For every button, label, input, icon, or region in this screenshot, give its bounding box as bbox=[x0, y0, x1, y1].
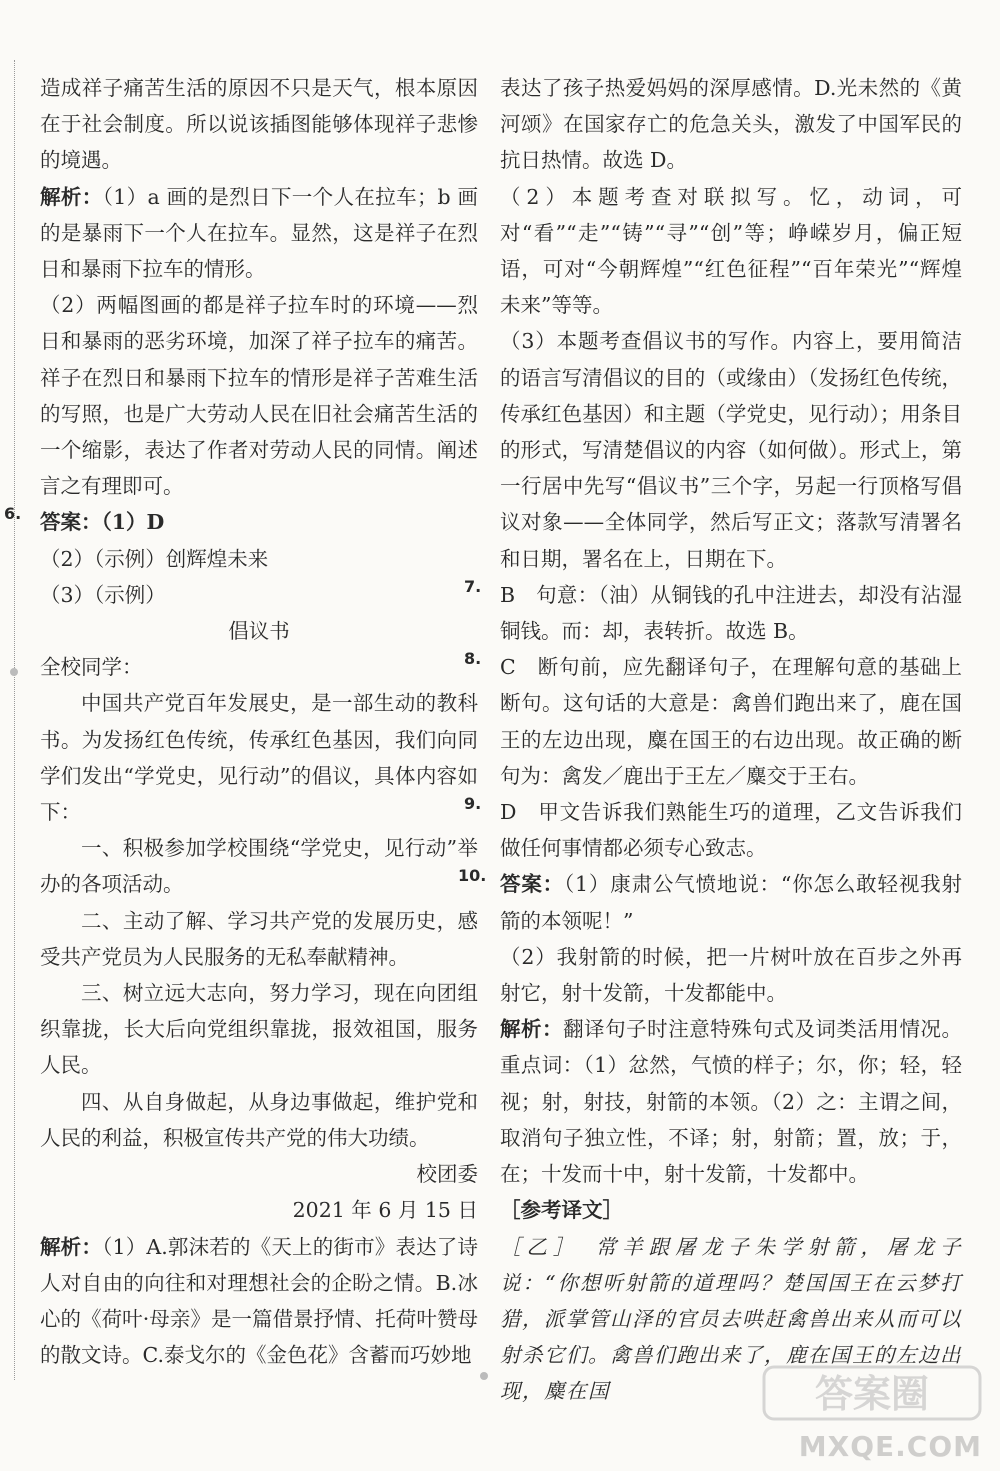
binding-dot bbox=[10, 668, 18, 676]
question-text: D 甲文告诉我们熟能生巧的道理，乙文告诉我们做任何事情都必须专心致志。 bbox=[500, 800, 962, 861]
question-8 bbox=[464, 649, 962, 794]
letter-paragraph: 中国共产党百年发展史，是一部生动的教科书。为发扬红色传统，传承红色基因，我们向同学们发出“学党史，见行动”的倡议，具体内容如下： bbox=[40, 691, 478, 825]
answer-line: （2）（示例）创辉煌未来 bbox=[40, 546, 269, 571]
analysis-text: （1）A.郭沫若的《天上的街市》表达了诗人对自由的向往和对理想社会的企盼之情。B.冰心的《荷叶·母亲》是一篇借景抒情、托荷叶赞母的散文诗。C.泰戈尔的《金色花》含蓄而巧妙地 bbox=[40, 1234, 478, 1368]
left-margin-rule bbox=[14, 60, 15, 1380]
question-7 bbox=[464, 576, 962, 649]
reference-translation-text: ［乙］ 常羊跟屠龙子朱学射箭，屠龙子说：“你想听射箭的道理吗？楚国国王在云梦打猎，派掌管山泽的官员去哄赶禽兽出来从而可以射杀它们。禽兽们跑出来了，鹿在国王的左边出现，麋在国 bbox=[500, 1234, 962, 1404]
question-number: 10. bbox=[458, 866, 487, 886]
letter-paragraph: 一、积极参加学校围绕“学党史，见行动”举办的各项活动。 bbox=[40, 836, 478, 897]
question-number: 8. bbox=[464, 649, 482, 669]
question-6 bbox=[4, 504, 478, 540]
answer-line bbox=[40, 504, 478, 540]
answer-line bbox=[500, 866, 962, 938]
answer-line: （2）我射箭的时候，把一片树叶放在百步之外再射它，射十发箭，十发都能中。 bbox=[500, 944, 962, 1006]
analysis-label: 解析： bbox=[40, 1234, 103, 1259]
question-10 bbox=[458, 866, 962, 938]
letter-signature: 校团委 bbox=[416, 1162, 478, 1187]
letter-salutation: 全校同学： bbox=[40, 655, 143, 680]
question-text: B 句意：（油）从铜钱的孔中注进去，却没有沾湿铜钱。而：却，表转折。故选 B。 bbox=[500, 582, 962, 644]
question-number: 6. bbox=[4, 504, 22, 524]
question-number: 7. bbox=[464, 576, 482, 596]
binding-dot bbox=[480, 1372, 488, 1380]
left-column bbox=[4, 70, 479, 1373]
watermark-url: MXQE.COM bbox=[798, 1430, 982, 1463]
right-column bbox=[458, 70, 963, 1410]
letter-date: 2021 年 6 月 15 日 bbox=[292, 1198, 478, 1223]
analysis-text: （1）a 画的是烈日下一个人在拉车；b 画的是暴雨下一个人在拉车。显然，这是祥子在烈日和暴雨下拉车的情形。 bbox=[40, 184, 479, 282]
analysis-text: 翻译句子时注意特殊句式及词类活用情况。重点词：（1）忿然，气愤的样子；尔，你；轻，轻视；射，射技，射箭的本领。（2）之：主谓之间，取消句子独立性，不译；射，射箭；置，放；于，在；十发而十中，射十发箭，十发都中。 bbox=[500, 1017, 963, 1187]
letter-paragraph: 二、主动了解、学习共产党的发展历史，感受共产党员为人民服务的无私奉献精神。 bbox=[40, 908, 478, 969]
analysis-paragraph bbox=[40, 179, 478, 288]
watermark bbox=[752, 1363, 982, 1463]
text-paragraph: （2）两幅图画的都是祥子拉车时的环境——烈日和暴雨的恶劣环境，加深了祥子拉车的痛苦。祥子在烈日和暴雨下拉车的情形是祥子苦难生活的写照，也是广大劳动人民在旧社会痛苦生活的一个缩影，表达了作者对劳动人民的同情。阐述言之有理即可。 bbox=[40, 293, 478, 499]
answer-line: （3）（示例） bbox=[40, 582, 166, 607]
text-paragraph: （3）本题考查倡议书的写作。内容上，要用简洁的语言写清倡议的目的（或缘由）（发扬红色传统，传承红色基因）和主题（学党史，见行动）；用条目的形式，写清楚倡议的内容（如何做）。形式上，第一行居中先写“倡议书”三个字，另起一行顶格写倡议对象——全体同学，然后写正文；落款写清署名和日期，署名在上，日期在下。 bbox=[500, 329, 962, 571]
answer-label: 答案： bbox=[40, 510, 102, 535]
text-paragraph: 表达了孩子热爱妈妈的深厚感情。D.光未然的《黄河颂》在国家存亡的危急关头，激发了中国军民的抗日热情。故选 D。 bbox=[500, 76, 962, 173]
answer-text: （1）D bbox=[101, 510, 165, 535]
letter-paragraph: 三、树立远大志向，努力学习，现在向团组织靠拢，长大后向党组织靠拢，报效祖国，服务人民。 bbox=[40, 981, 478, 1078]
analysis-label: 解析： bbox=[40, 184, 103, 209]
answer-text: （1）康肃公气愤地说：“你怎么敢轻视我射箭的本领呢！” bbox=[500, 872, 962, 933]
answer-label: 答案： bbox=[500, 872, 564, 897]
analysis-paragraph bbox=[40, 1229, 478, 1374]
watermark-logo-text: 答案圈 bbox=[814, 1372, 930, 1416]
watermark-logo-icon bbox=[762, 1363, 982, 1423]
analysis-label: 解析： bbox=[500, 1017, 564, 1042]
text-paragraph: （2）本题考查对联拟写。忆，动词，可对“看”“走”“铸”“寻”“创”等；峥嵘岁月，偏正短语，可对“今朝辉煌”“红色征程”“百年荣光”“辉煌未来”等等。 bbox=[500, 184, 962, 318]
analysis-paragraph bbox=[500, 1011, 962, 1192]
question-9 bbox=[464, 794, 962, 866]
question-text: C 断句前，应先翻译句子，在理解句意的基础上断句。这句话的大意是：禽兽们跑出来了，鹿在国王的左边出现，麋在国王的右边出现。故正确的断句为：禽发／鹿出于王左／麋交于王右。 bbox=[500, 655, 962, 788]
question-number: 9. bbox=[464, 794, 482, 814]
reference-translation-title: ［参考译文］ bbox=[500, 1198, 623, 1223]
letter-title: 倡议书 bbox=[228, 619, 290, 644]
text-paragraph: 造成祥子痛苦生活的原因不只是天气，根本原因在于社会制度。所以说该插图能够体现祥子悲惨的境遇。 bbox=[40, 76, 478, 173]
letter-paragraph: 四、从自身做起，从身边事做起，维护党和人民的利益，积极宣传共产党的伟大功绩。 bbox=[40, 1089, 478, 1150]
